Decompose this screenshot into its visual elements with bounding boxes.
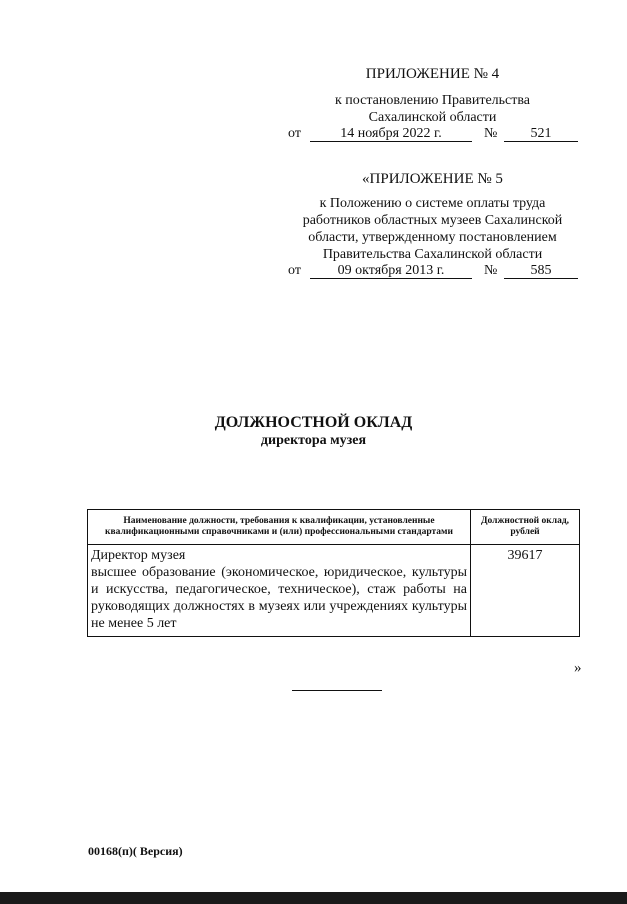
appendix4-line2: Сахалинской области bbox=[368, 110, 497, 125]
appendix5-date-row bbox=[288, 263, 578, 281]
appendix4-line1: к постановлению Правительства bbox=[334, 93, 531, 108]
table-header-row bbox=[88, 510, 580, 545]
appendix5-line1: к Положению о системе оплаты труда bbox=[319, 196, 546, 211]
separator-line bbox=[292, 690, 382, 691]
table-cell-salary: 39617 bbox=[471, 545, 580, 637]
appendix5-line2: работников областных музеев Сахалинской bbox=[302, 213, 563, 228]
appendix5-date: 09 октября 2013 г. bbox=[337, 263, 445, 278]
appendix4-date-row bbox=[288, 126, 578, 144]
table-cell-position bbox=[88, 545, 471, 637]
document-subtitle: директора музея bbox=[260, 433, 367, 448]
appendix4-date: 14 ноября 2022 г. bbox=[340, 126, 442, 141]
position-requirements: высшее образование (экономическое, юридическое, культуры и искусства, педагогическое, техническое), стаж работы на руководящих должностях в музеях или учреждениях культуры не менее 5 лет bbox=[91, 565, 467, 631]
table-header-position: Наименование должности, требования к квалификации, установленные квалификационными справочниками и (или) профессиональными стандартами bbox=[88, 510, 471, 545]
document-title: ДОЛЖНОСТНОЙ ОКЛАД bbox=[214, 414, 413, 431]
closing-quote: » bbox=[574, 660, 582, 676]
appendix5-title: «ПРИЛОЖЕНИЕ № 5 bbox=[362, 171, 503, 187]
appendix4-from-label: от bbox=[288, 126, 301, 141]
appendix4-title: ПРИЛОЖЕНИЕ № 4 bbox=[365, 66, 500, 82]
scan-edge-strip bbox=[0, 892, 627, 904]
table-header-salary: Должностной оклад, рублей bbox=[471, 510, 580, 545]
appendix5-no-label: № bbox=[484, 263, 498, 278]
appendix4-no-label: № bbox=[484, 126, 498, 141]
footer-code: 00168(п)( Версия) bbox=[88, 844, 183, 858]
appendix5-line4: Правительства Сахалинской области bbox=[322, 247, 543, 262]
position-name: Директор музея bbox=[91, 548, 186, 563]
appendix5-from-label: от bbox=[288, 263, 301, 278]
appendix4-number: 521 bbox=[530, 126, 552, 141]
salary-table bbox=[87, 509, 580, 637]
table-row bbox=[88, 545, 580, 637]
appendix5-line3: области, утвержденному постановлением bbox=[308, 230, 557, 245]
appendix5-number: 585 bbox=[530, 263, 552, 278]
